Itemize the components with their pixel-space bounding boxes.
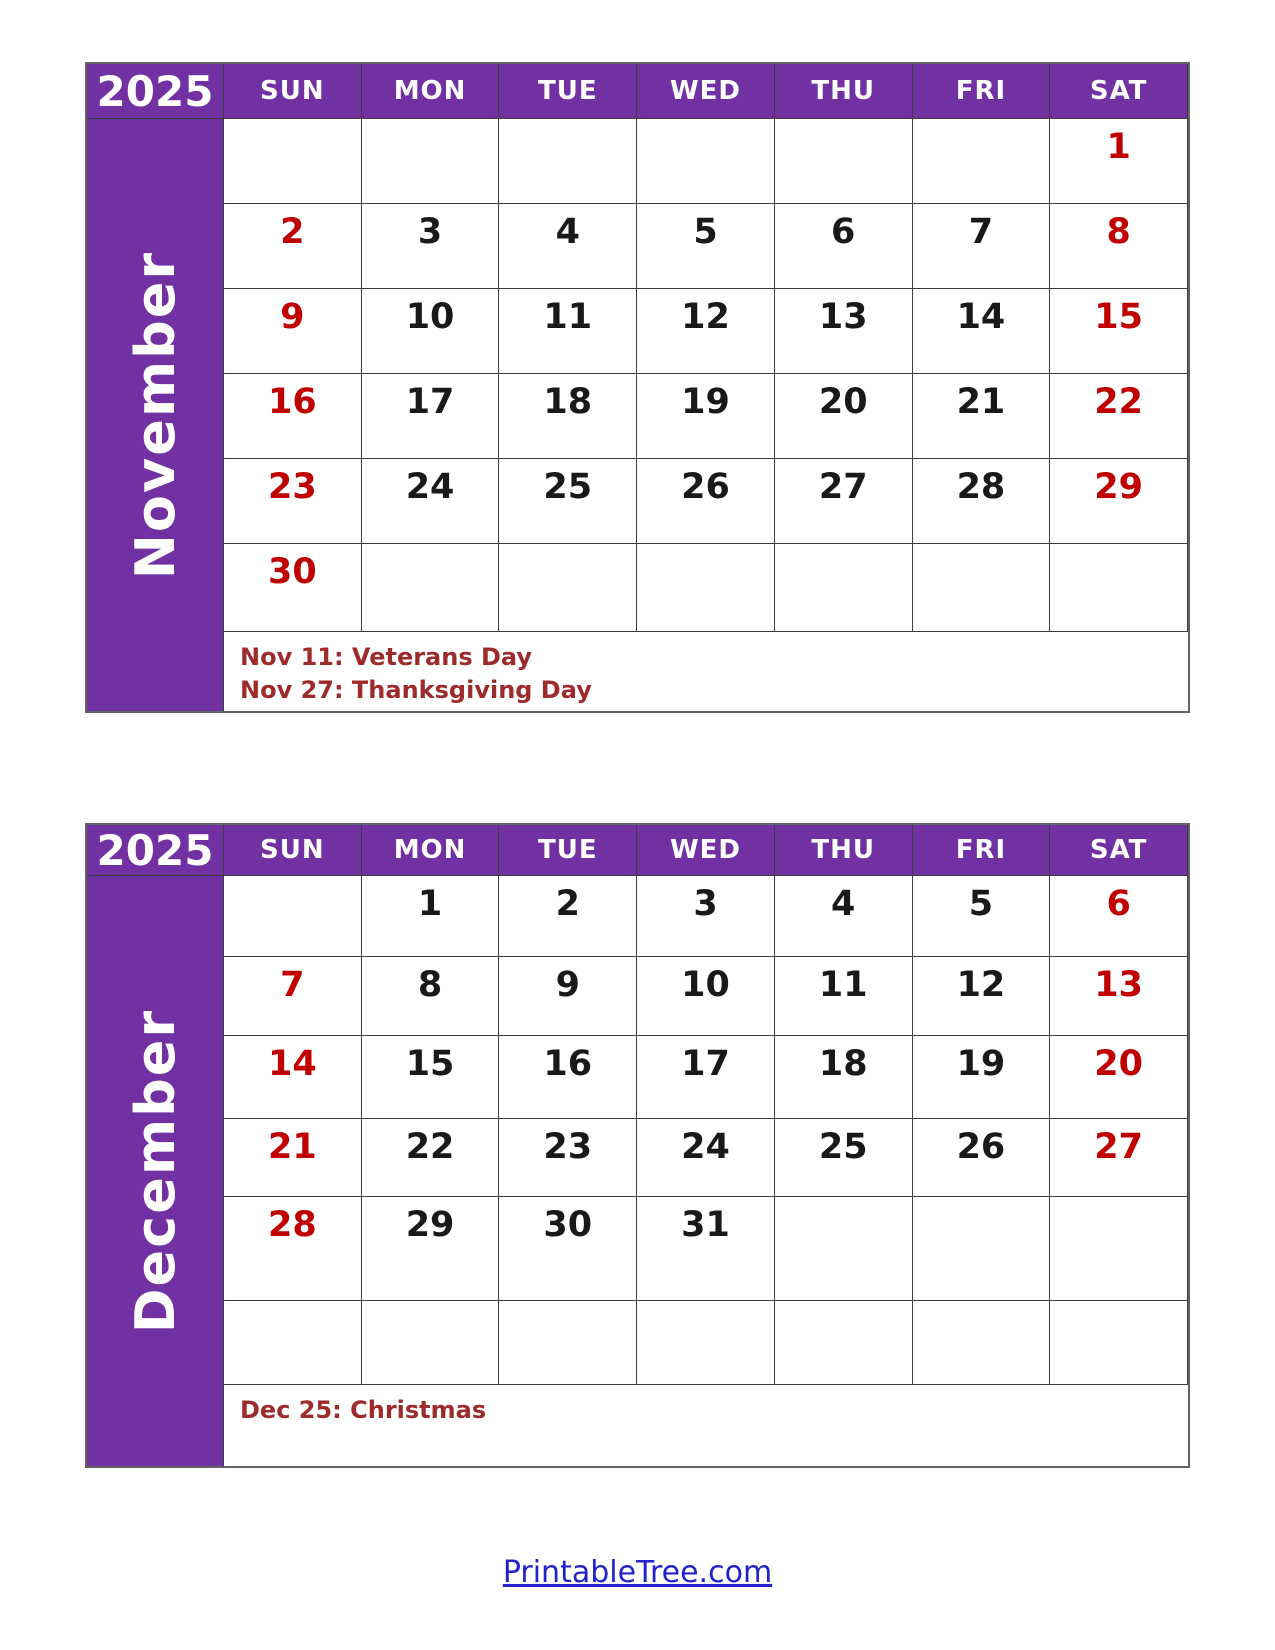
- day-cell: 6: [775, 204, 913, 289]
- day-cell: 7: [224, 957, 362, 1036]
- month-sidebar: [87, 876, 224, 1466]
- day-cell: 21: [224, 1119, 362, 1197]
- day-cell: 11: [775, 957, 913, 1036]
- day-cell: [913, 544, 1051, 632]
- day-cell: [637, 544, 775, 632]
- day-cell: [224, 119, 362, 204]
- day-cell: [362, 544, 500, 632]
- day-cell: [637, 1301, 775, 1385]
- weekday-header-fri: FRI: [913, 825, 1051, 876]
- day-cell: [362, 1301, 500, 1385]
- day-cell: [499, 544, 637, 632]
- weekday-header-mon: MON: [362, 825, 500, 876]
- day-cell: 23: [499, 1119, 637, 1197]
- holiday-notes: [224, 632, 1188, 711]
- holiday-notes: [224, 1385, 1188, 1466]
- day-cell: [1050, 1301, 1188, 1385]
- day-cell: 15: [1050, 289, 1188, 374]
- weekday-header-sat: SAT: [1050, 64, 1188, 119]
- day-cell: 3: [362, 204, 500, 289]
- day-cell: 11: [499, 289, 637, 374]
- day-cell: 2: [499, 876, 637, 957]
- weekday-header-fri: FRI: [913, 64, 1051, 119]
- day-cell: 14: [913, 289, 1051, 374]
- day-cell: 9: [499, 957, 637, 1036]
- weekday-header-sat: SAT: [1050, 825, 1188, 876]
- day-cell: 3: [637, 876, 775, 957]
- holiday-note: Nov 11: Veterans Day: [240, 643, 532, 671]
- day-cell: [775, 544, 913, 632]
- day-cell: [499, 1301, 637, 1385]
- weekday-header-tue: TUE: [499, 825, 637, 876]
- calendar-december: [85, 823, 1190, 1468]
- month-label: November: [123, 250, 187, 580]
- day-cell: 19: [913, 1036, 1051, 1119]
- day-cell: 24: [637, 1119, 775, 1197]
- day-cell: [913, 1301, 1051, 1385]
- calendar-november: [85, 62, 1190, 713]
- day-cell: 16: [224, 374, 362, 459]
- day-cell: 27: [1050, 1119, 1188, 1197]
- day-cell: 18: [775, 1036, 913, 1119]
- day-cell: 25: [499, 459, 637, 544]
- day-cell: 15: [362, 1036, 500, 1119]
- weekday-header-thu: THU: [775, 825, 913, 876]
- day-cell: 10: [362, 289, 500, 374]
- day-cell: 29: [1050, 459, 1188, 544]
- footer: [0, 1555, 1275, 1590]
- day-cell: 26: [637, 459, 775, 544]
- day-cell: 12: [637, 289, 775, 374]
- day-cell: [1050, 1197, 1188, 1301]
- day-cell: 28: [224, 1197, 362, 1301]
- day-cell: [637, 119, 775, 204]
- day-cell: 9: [224, 289, 362, 374]
- day-cell: 16: [499, 1036, 637, 1119]
- weekday-header-wed: WED: [637, 825, 775, 876]
- day-cell: 27: [775, 459, 913, 544]
- footer-link[interactable]: PrintableTree.com: [502, 1555, 773, 1590]
- weekday-header-wed: WED: [637, 64, 775, 119]
- day-cell: [224, 876, 362, 957]
- day-cell: [1050, 544, 1188, 632]
- weekday-header-sun: SUN: [224, 64, 362, 119]
- day-cell: 30: [499, 1197, 637, 1301]
- day-cell: 18: [499, 374, 637, 459]
- day-cell: 8: [362, 957, 500, 1036]
- day-cell: 7: [913, 204, 1051, 289]
- day-cell: 30: [224, 544, 362, 632]
- day-cell: 22: [1050, 374, 1188, 459]
- day-cell: 21: [913, 374, 1051, 459]
- day-cell: 17: [637, 1036, 775, 1119]
- day-cell: 13: [775, 289, 913, 374]
- day-cell: 23: [224, 459, 362, 544]
- day-cell: 26: [913, 1119, 1051, 1197]
- day-cell: 17: [362, 374, 500, 459]
- day-cell: 6: [1050, 876, 1188, 957]
- day-cell: [775, 1301, 913, 1385]
- day-cell: [499, 119, 637, 204]
- day-cell: 4: [775, 876, 913, 957]
- day-cell: [913, 119, 1051, 204]
- month-label: December: [123, 1008, 187, 1334]
- holiday-note: Nov 27: Thanksgiving Day: [240, 676, 592, 705]
- month-sidebar: [87, 119, 224, 711]
- day-cell: 28: [913, 459, 1051, 544]
- day-cell: 10: [637, 957, 775, 1036]
- day-cell: 22: [362, 1119, 500, 1197]
- day-cell: 25: [775, 1119, 913, 1197]
- day-cell: 1: [1050, 119, 1188, 204]
- day-cell: 12: [913, 957, 1051, 1036]
- day-cell: 31: [637, 1197, 775, 1301]
- year-cell: 2025: [87, 64, 224, 119]
- day-cell: 4: [499, 204, 637, 289]
- weekday-header-thu: THU: [775, 64, 913, 119]
- weekday-header-tue: TUE: [499, 64, 637, 119]
- weekday-header-mon: MON: [362, 64, 500, 119]
- day-cell: 8: [1050, 204, 1188, 289]
- day-cell: 2: [224, 204, 362, 289]
- day-cell: [775, 119, 913, 204]
- day-cell: [362, 119, 500, 204]
- day-cell: 1: [362, 876, 500, 957]
- day-cell: [913, 1197, 1051, 1301]
- day-cell: 14: [224, 1036, 362, 1119]
- year-cell: 2025: [87, 825, 224, 876]
- day-cell: 24: [362, 459, 500, 544]
- weekday-header-sun: SUN: [224, 825, 362, 876]
- day-cell: [775, 1197, 913, 1301]
- day-cell: 29: [362, 1197, 500, 1301]
- day-cell: [224, 1301, 362, 1385]
- day-cell: 5: [637, 204, 775, 289]
- day-cell: 19: [637, 374, 775, 459]
- day-cell: 13: [1050, 957, 1188, 1036]
- day-cell: 20: [775, 374, 913, 459]
- day-cell: 20: [1050, 1036, 1188, 1119]
- day-cell: 5: [913, 876, 1051, 957]
- holiday-note: Dec 25: Christmas: [240, 1396, 487, 1424]
